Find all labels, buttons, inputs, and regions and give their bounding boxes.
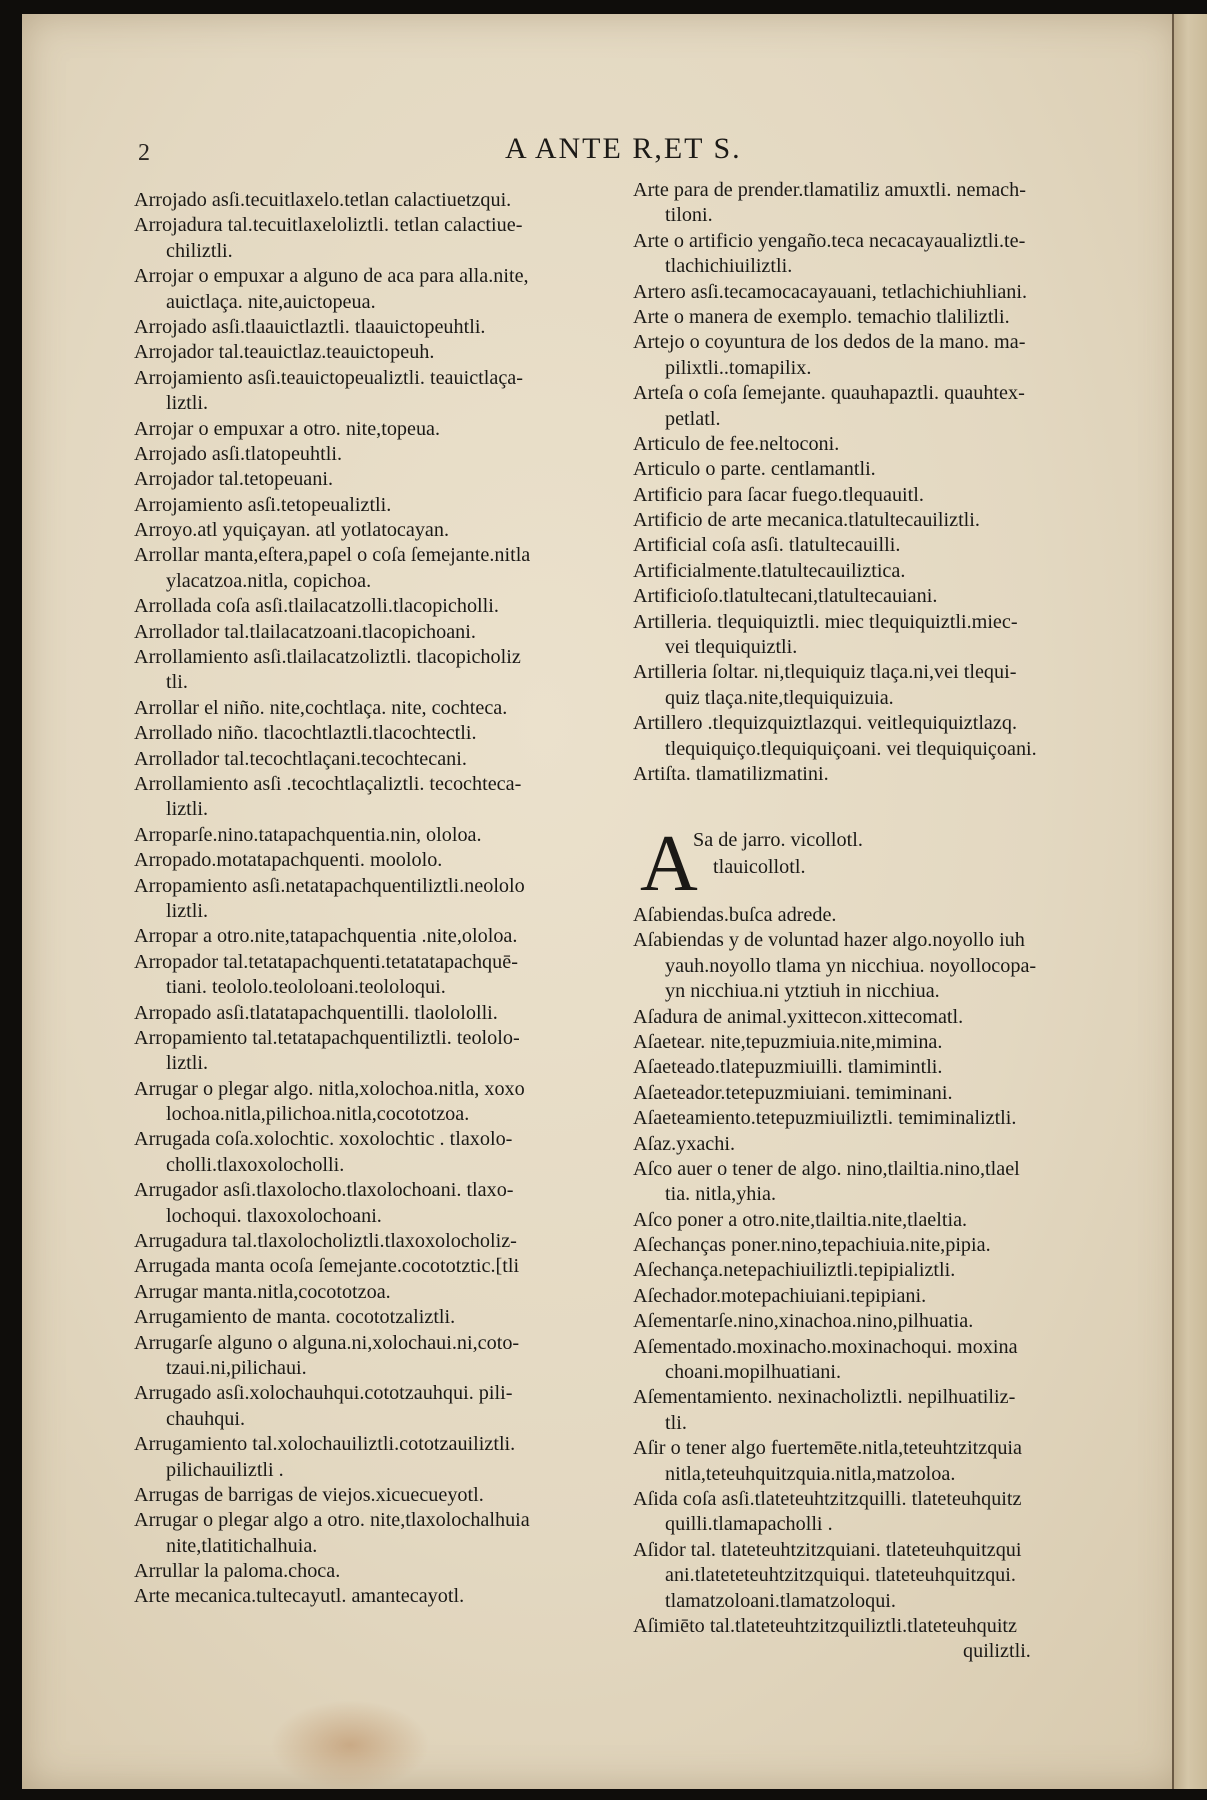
dictionary-entry-line: tlachichiuiliztli. (665, 255, 793, 278)
dictionary-entry-line: Aſadura de animal.yxittecon.xittecomatl. (633, 1005, 964, 1028)
dictionary-entry-line: tli. (166, 671, 188, 694)
dictionary-entry-line: Arrollado niño. tlacochtlaztli.tlacochtectli. (134, 722, 477, 745)
dictionary-entry-line: Arropamiento tal.tetatapachquentiliztli. teololo- (134, 1026, 520, 1049)
dictionary-entry-line: petlatl. (665, 407, 721, 430)
dictionary-entry-line: Arrugar o plegar algo a otro. nite,tlaxolochalhuia (134, 1509, 530, 1532)
section-second-line: tlauicollotl. (713, 856, 806, 878)
dictionary-entry-line: Arropador tal.tetatapachquenti.tetatatapachquē- (134, 950, 518, 973)
dictionary-entry-line: Artero asſi.tecamocacayauani, tetlachichiuhliani. (633, 280, 1028, 303)
dictionary-entry-line: Artejo o coyuntura de los dedos de la mano. ma- (633, 331, 1026, 354)
dictionary-entry-line: choani.mopilhuatiani. (665, 1361, 842, 1384)
dictionary-entry-line: Arteſa o coſa ſemejante. quauhapaztli. quauhtex- (633, 382, 1025, 405)
dictionary-entry-line: lochoqui. tlaxoxolochoani. (166, 1204, 382, 1227)
dictionary-entry-line: Aſechanças poner.nino,tepachiuia.nite,pipia. (633, 1234, 991, 1257)
left-column (134, 188, 614, 1610)
dictionary-entry-line: liztli. (166, 798, 209, 821)
dictionary-entry-line: cholli.tlaxoxolocholli. (166, 1153, 345, 1176)
dictionary-entry-line: Artilleria. tlequiquiztli. miec tlequiquiztli.miec- (633, 610, 1018, 633)
dictionary-entry-line: tia. nitla,yhia. (665, 1183, 777, 1206)
dictionary-entry-line: pilixtli..tomapilix. (665, 356, 812, 379)
dictionary-entry-line: Aſaeteamiento.tetepuzmiuiliztli. temiminaliztli. (633, 1107, 1017, 1130)
dictionary-entry-line: Aſabiendas y de voluntad hazer algo.noyollo iuh (633, 929, 1025, 952)
dictionary-entry-line: Arrugado asſi.xolochauhqui.cototzauhqui. pili- (134, 1382, 513, 1405)
section-first-line: Sa de jarro. vicollotl. (693, 829, 863, 851)
dictionary-entry-line: Arrollar manta,eſtera,papel o coſa ſemejante.nitla (134, 544, 531, 567)
dictionary-entry-line: Arte o artificio yengaño.teca necacayaualiztli.te- (633, 229, 1026, 252)
dictionary-entry-line: Arrugamiento tal.xolochauiliztli.cototzauiliztli. (134, 1433, 516, 1456)
dictionary-entry-line: Aſementarſe.nino,xinachoa.nino,pilhuatia. (633, 1310, 974, 1333)
dictionary-entry-line: tzaui.ni,pilichaui. (166, 1356, 307, 1379)
dictionary-entry-line: Arrollar el niño. nite,cochtlaça. nite, cochteca. (134, 696, 508, 719)
dictionary-entry-line: Artificio para ſacar fuego.tlequauitl. (633, 483, 924, 506)
dictionary-entry-line: Arrollador tal.tecochtlaçani.tecochtecani. (134, 747, 467, 770)
dictionary-entry-line: liztli. (166, 899, 209, 922)
right-column-top (633, 178, 1103, 787)
dictionary-entry-line: tiani. teololo.teololoani.teololoqui. (166, 976, 446, 999)
dictionary-entry-line: Arte para de prender.tlamatiliz amuxtli. nemach- (633, 179, 1026, 201)
dictionary-entry-line: Aſabiendas.buſca adrede. (633, 904, 837, 926)
dictionary-entry-line: Arrugamiento de manta. cocototzaliztli. (134, 1306, 456, 1329)
dictionary-entry-line: Arrojado asſi.tecuitlaxelo.tetlan calactiuetzqui. (134, 189, 512, 211)
dictionary-entry-line: Arrugar o plegar algo. nitla,xolochoa.nitla, xoxo (134, 1077, 525, 1100)
dictionary-entry-line: Aſementado.moxinacho.moxinachoqui. moxina (633, 1335, 1018, 1358)
dictionary-entry-line: Aſaeteador.tetepuzmiuiani. temiminani. (633, 1081, 953, 1104)
dictionary-entry-line: liztli. (166, 392, 209, 415)
dictionary-entry-line: vei tlequiquiztli. (665, 636, 798, 659)
dictionary-entry-line: tli. (665, 1411, 687, 1434)
dictionary-entry-line: Aſementamiento. nexinacholiztli. nepilhuatiliz- (633, 1386, 1016, 1409)
dictionary-entry-line: Arrugarſe alguno o alguna.ni,xolochaui.ni,coto- (134, 1331, 520, 1354)
dictionary-entry-line: tiloni. (665, 204, 713, 227)
dictionary-entry-line: yn nicchiua.ni ytztiuh in nicchiua. (665, 980, 940, 1003)
dictionary-entry-line: Arroparſe.nino.tatapachquentia.nin, ololoa. (134, 823, 482, 846)
dictionary-entry-line: Artificioſo.tlatultecani,tlatultecauiani. (633, 585, 938, 608)
right-column-bottom (633, 903, 1103, 1665)
dictionary-entry-line: chauhqui. (166, 1407, 246, 1430)
dictionary-entry-line: yauh.noyollo tlama yn nicchiua. noyollocopa- (665, 954, 1037, 977)
dictionary-entry-line: quiz tlaça.nite,tlequiquizuia. (665, 686, 894, 709)
dictionary-entry-line: Arrugar manta.nitla,cocototzoa. (134, 1280, 391, 1303)
dictionary-entry-line: Arrojamiento asſi.teauictopeualiztli. teauictlaça- (134, 366, 523, 389)
running-head: A ANTE R,ET S. (505, 132, 742, 165)
dictionary-entry-line: Aſida coſa asſi.tlateteuhtzitzquilli. tlateteuhquitz (633, 1487, 1022, 1510)
dictionary-entry-line: Aſaetear. nite,tepuzmiuia.nite,mimina. (633, 1030, 943, 1053)
folio-mark: 2 (138, 140, 150, 166)
dictionary-entry-line: Arrojado asſi.tlaauictlaztli. tlaauictopeuhtli. (134, 315, 486, 338)
dictionary-entry-line: lochoa.nitla,pilichoa.nitla,cocototzoa. (166, 1103, 470, 1126)
dictionary-entry-line: Arrojado asſi.tlatopeuhtli. (134, 442, 342, 465)
dictionary-entry-line: Arrojador tal.teauictlaz.teauictopeuh. (134, 341, 435, 364)
dictionary-entry-line: Aſechador.motepachiuiani.tepipiani. (633, 1284, 927, 1307)
dictionary-entry-line: Arrojador tal.tetopeuani. (134, 468, 333, 491)
dictionary-entry-line: Arrugadura tal.tlaxolocholiztli.tlaxoxolocholiz- (134, 1230, 517, 1253)
dictionary-entry-line: Articulo de fee.neltoconi. (633, 432, 840, 455)
dictionary-entry-line: chiliztli. (166, 239, 233, 262)
dictionary-entry-line: Artillero .tlequizquiztlazqui. veitlequiquiztlazq. (633, 712, 1017, 735)
dictionary-entry-line: Arropar a otro.nite,tatapachquentia .nite,ololoa. (134, 925, 518, 948)
dictionary-entry-line: ylacatzoa.nitla, copichoa. (166, 569, 372, 592)
dictionary-entry-line: Aſir o tener algo fuertemēte.nitla,teteuhtzitzquia (633, 1437, 1023, 1460)
dictionary-entry-line: quilli.tlamapacholli . (665, 1513, 833, 1536)
dictionary-entry-line: Arropado asſi.tlatatapachquentilli. tlaolololli. (134, 1001, 498, 1024)
dictionary-entry-line: Arrojamiento asſi.tetopeualiztli. (134, 493, 392, 516)
dictionary-entry-line: Artificialmente.tlatultecauiliztica. (633, 559, 906, 582)
dictionary-entry-line: Aſimiēto tal.tlateteuhtzitzquiliztli.tlateteuhquitz (633, 1614, 1018, 1637)
dictionary-entry-line: Articulo o parte. centlamantli. (633, 458, 876, 481)
dictionary-entry-line: Arrugada coſa.xolochtic. xoxolochtic . tlaxolo- (134, 1128, 513, 1151)
dictionary-entry-line: Arte o manera de exemplo. temachio tlaliliztli. (633, 305, 1010, 328)
dictionary-entry-line: quiliztli. (963, 1640, 1031, 1663)
dictionary-entry-line: pilichauiliztli . (166, 1458, 284, 1481)
dictionary-entry-line: Arroyo.atl yquiçayan. atl yotlatocayan. (134, 519, 450, 542)
dictionary-entry-line: Artificial coſa asſi. tlatultecauilli. (633, 534, 901, 557)
dictionary-entry-line: liztli. (166, 1052, 209, 1075)
dictionary-entry-line: Artilleria ſoltar. ni,tlequiquiz tlaça.ni,vei tlequi- (633, 661, 1017, 684)
adjacent-page-edge (1172, 14, 1207, 1789)
dictionary-entry-line: Arrugador asſi.tlaxolocho.tlaxolochoani. tlaxo- (134, 1179, 514, 1202)
dictionary-entry-line: tlequiquiço.tlequiquiçoani. vei tlequiquiçoani. (665, 737, 1037, 760)
dictionary-entry-line: Aſaz.yxachi. (633, 1132, 736, 1155)
dictionary-entry-line: Aſechança.netepachiuiliztli.tepipializtli. (633, 1259, 956, 1282)
dictionary-entry-line: tlamatzoloani.tlamatzoloqui. (665, 1589, 896, 1612)
dictionary-entry-line: Arropado.motatapachquenti. moololo. (134, 849, 443, 872)
dictionary-entry-line: Arrojar o empuxar a alguno de aca para alla.nite, (134, 265, 529, 288)
dictionary-entry-line: Artificio de arte mecanica.tlatultecauiliztli. (633, 509, 980, 532)
dictionary-entry-line: Arrollada coſa asſi.tlailacatzolli.tlacopicholli. (134, 595, 499, 618)
dictionary-entry-line: Arte mecanica.tultecayutl. amantecayotl. (134, 1585, 465, 1608)
dictionary-entry-line: Arrollador tal.tlailacatzoani.tlacopichoani. (134, 620, 476, 643)
dictionary-entry-line: Arrojadura tal.tecuitlaxeloliztli. tetlan calactiue- (134, 214, 523, 237)
dictionary-entry-line: Arrollamiento asſi.tlailacatzoliztli. tlacopicholiz (134, 646, 521, 669)
dictionary-entry-line: nite,tlatitichalhuia. (166, 1534, 318, 1557)
dictionary-entry-line: Aſco poner a otro.nite,tlailtia.nite,tlaeltia. (633, 1208, 968, 1231)
dictionary-entry-line: Aſidor tal. tlateteuhtzitzquiani. tlateteuhquitzqui (633, 1538, 1022, 1561)
dictionary-entry-line: Arrullar la paloma.choca. (134, 1560, 341, 1583)
dictionary-entry-line: Arrugada manta ocoſa ſemejante.cocototztic.[tli (134, 1255, 520, 1278)
dictionary-entry-line: Arropamiento asſi.netatapachquentiliztli.neololo (134, 874, 525, 897)
dictionary-entry-line: Aſaeteado.tlatepuzmiuilli. tlamimintli. (633, 1056, 943, 1079)
dictionary-entry-line: Arrojar o empuxar a otro. nite,topeua. (134, 417, 441, 440)
dictionary-entry-line: auictlaça. nite,auictopeua. (166, 290, 376, 313)
drop-cap: A (640, 820, 698, 908)
dictionary-entry-line: Aſco auer o tener de algo. nino,tlailtia.nino,tlael (633, 1157, 1020, 1180)
dictionary-entry-line: ani.tlateteteuhtzitzquiqui. tlateteuhquitzqui. (665, 1564, 1016, 1587)
paper-stain (270, 1700, 430, 1790)
dictionary-entry-line: nitla,teteuhquitzquia.nitla,matzoloa. (665, 1462, 956, 1485)
dictionary-entry-line: Artiſta. tlamatilizmatini. (633, 762, 829, 785)
dictionary-entry-line: Arrollamiento asſi .tecochtlaçaliztli. tecochteca- (134, 772, 522, 795)
section-heading-as (633, 820, 1103, 908)
dictionary-entry-line: Arrugas de barrigas de viejos.xicuecueyotl. (134, 1483, 484, 1506)
